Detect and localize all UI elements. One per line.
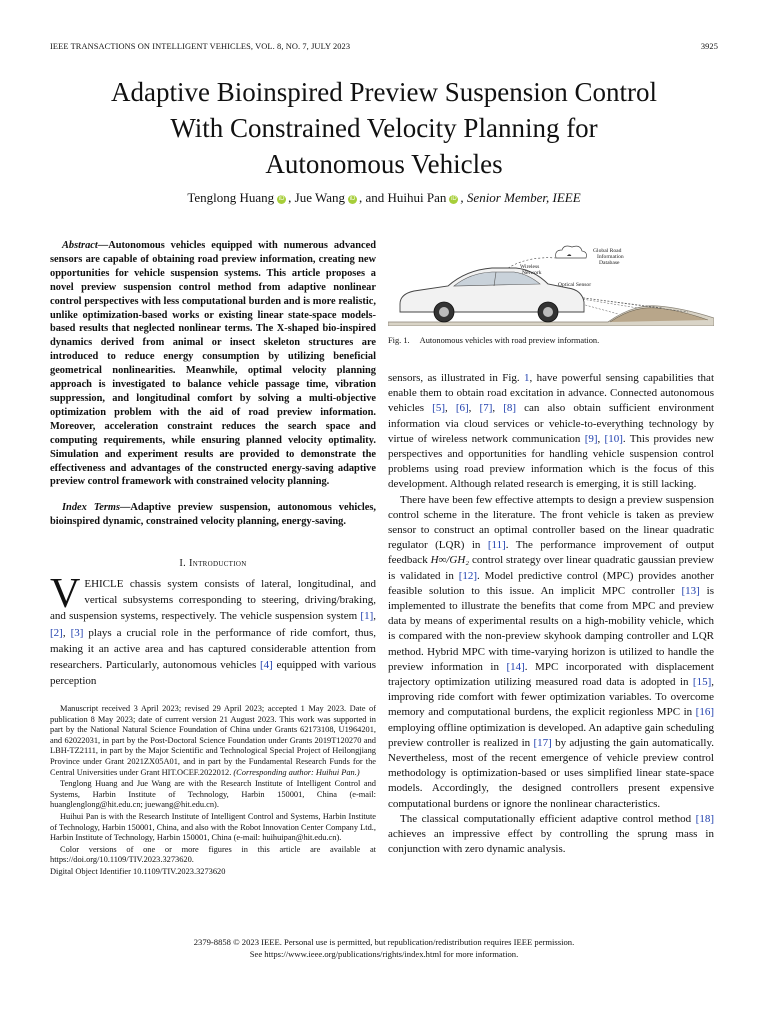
paper-title [40, 74, 728, 182]
citation-link[interactable]: [9] [584, 432, 598, 445]
citation-link[interactable]: [12] [458, 569, 478, 582]
label-global-road: Global Road [593, 248, 622, 254]
label-optical-sensor: Optical Sensor [558, 282, 592, 288]
body-text: . This provides new perspectives and opportunities for handling vehicle suspension control problems using road preview information which is the focus of this development. Although related research is emerging, it is still lacking. [388, 432, 714, 491]
citation-link[interactable]: [4] [259, 659, 273, 672]
body-text: EHICLE chassis system consists of lateral, longitudinal, and vertical subsystems corresponding to steering, driving/braking, and suspension systems, respectively. The vehicle suspension system [50, 578, 376, 623]
index-terms-label: Index Terms [62, 502, 121, 513]
index-terms [50, 501, 376, 529]
copyright-line-1: 2379-8858 © 2023 IEEE. Personal use is permitted, but republication/redistribution requires IEEE permission. [193, 937, 575, 947]
body-text: . MPC incorporated with displacement trajectory optimization utilizing measured road data is adopted in [388, 660, 714, 689]
svg-text:☁: ☁ [566, 252, 572, 258]
footnote-doi: Digital Object Identifier 10.1109/TIV.2023.3273620 [50, 866, 226, 876]
drop-cap: V [50, 571, 81, 617]
body-text: employing offline optimization is developed. An adaptive gain scheduling preview controller is realized in [388, 721, 714, 749]
body-text: , improving ride comfort with fewer optimization variables. To overcome memory and computational burdens, the explicit regionless MPC in [388, 676, 714, 719]
paragraph [388, 493, 714, 812]
author-separator: , and [359, 190, 388, 205]
footnote-text: Manuscript received 3 April 2023; revised 29 April 2023; accepted 1 May 2023. Date of publication 8 May 2023; date of current version 21 August 2023. This work was supported in part by the National Natural Science Foundation of China under Grants 62173108, U1964201, and 62022031, in part by the Post-Doctoral Science Foundation under Grants 2019T120270 and LBH-TZ2111, in part by the Major Scientific and Technological Special Project of Heilongjiang Province under Grant 2021ZX05A01, and in part by the Fundamental Research Funds for the Central Universities under Grant HIT.OCEF.2022012. [50, 704, 376, 777]
author-separator: , [288, 190, 295, 205]
running-header: IEEE TRANSACTIONS ON INTELLIGENT VEHICLES, VOL. 8, NO. 7, JULY 2023 [50, 42, 351, 51]
footnotes [50, 704, 376, 879]
citation-link[interactable]: [11] [487, 539, 506, 552]
author-1: Tenglong Huang [187, 190, 275, 205]
paragraph: sensors, as illustrated in Fig. 1, have powerful sensing capabilities that enable them to obtain road excitation in advance. Connected autonomous vehicles [5], [6], [7], [8] can also obtain sufficient environment information via cloud services or vehicle-to-everything technology by virtue of wireless network communication [9], [10]. This provides new perspectives and opportunities for handling vehicle suspension control problems using road preview information which is the focus of this development. Although related research is emerging, it is still lacking. [388, 372, 715, 491]
body-text: . Model predictive control (MPC) provides another feasible solution to this issue. An implicit MPC controller [388, 569, 714, 597]
index-terms-text: —Adaptive preview suspension, autonomous vehicles, bioinspired dynamic, constrained velocity planning, energy-saving. [50, 502, 376, 527]
body-text: equipped with various perception [50, 659, 376, 688]
figure-1-illustration [388, 244, 714, 326]
body-text: is implemented to illustrate the benefits that come from MPC and preview data by means of experimental results on a high-mobility vehicle, which is compared with the non-preview skyhook damping controller and LQR method. Hybrid MPC with time-varying horizon is utilized to handle the preview information in [388, 584, 714, 673]
footnote-color-versions: Color versions of one or more figures in this article are available at https://doi.org/10.1109/TIV.2023.3273620. [50, 844, 376, 865]
orcid-icon[interactable]: iD [278, 196, 285, 202]
citation-link[interactable]: [6] [455, 402, 469, 415]
body-text: by adjusting the gain automatically. Nevertheless, most of the recent emergence of vehicle preview control methodology is optimization-based or uses simplified linear state-space models. Accordingly, the designed controllers present expensive computational burdens or ignore the nonlinear characteristics. [388, 736, 714, 810]
citation-link[interactable]: [18] [695, 812, 714, 825]
citation-link[interactable]: [16] [695, 706, 714, 719]
citation-link[interactable]: [13] [681, 584, 700, 597]
math-expression: H∞/GH₂ [430, 554, 470, 567]
right-column-text [388, 371, 714, 858]
abstract-text: —Autonomous vehicles equipped with numerous advanced sensors are capable of obtaining road preview information, creating new opportunities for vehicle suspension systems. This article proposes a novel preview suspension control method from adaptive nonlinear control perspectives with less computational burden and is more realistic, unlike optimization-based works or existing linear state-space models-based results that neglected nonlinear terms. The X-shaped bio-inspired dynamics derived from animal or insect skeleton structures are introduced to reduce energy consumption by utilizing beneficial geometrical nonlinearities. Meanwhile, optimal velocity planning approach is investigated to balance vehicle passage time, vibration suppression, and longitudinal comfort by solving a multi-objective optimization problem with the aid of road preview information. Moreover, acceleration constraint reduces the search space and computing requirements, while ensuring planned velocity optimality. Simulation and experiment results are provided to demonstrate the effectiveness and advantages of the constructed energy-saving adaptive preview control framework with constrained velocity planning. [50, 240, 376, 488]
citation-link[interactable]: [7] [479, 402, 493, 415]
paragraph [388, 812, 714, 858]
citation-link[interactable]: [1] [360, 610, 374, 623]
label-database: Database [599, 260, 620, 266]
label-information: Information [597, 254, 624, 260]
figure-label: Fig. 1. [388, 336, 410, 345]
citation-link[interactable]: [2] [50, 626, 63, 639]
figure-caption [388, 336, 714, 345]
body-text: , have powerful sensing capabilities that enable them to obtain road excitation in advance. Connected autonomous vehicles [388, 372, 714, 415]
body-text: sensors, as illustrated in Fig. [388, 372, 524, 384]
label-network: Network [522, 270, 542, 276]
label-wireless: Wireless [520, 264, 540, 270]
figure-link[interactable]: 1 [523, 372, 530, 384]
author-list [40, 189, 728, 207]
citation-link[interactable]: [10] [604, 432, 623, 445]
body-text: can also obtain sufficient environment information via cloud services or vehicle-to-everything technology by virtue of wireless network communication [388, 402, 715, 445]
footnote-affiliation-1: Tenglong Huang and Jue Wang are with the Research Institute of Intelligent Control and Systems, Harbin Institute of Technology, Harbin 150001, China (e-mail: huanglenglong@hit.edu.cn; juewang@hit.edu.cn). [50, 779, 376, 810]
body-text: The classical computationally efficient adaptive control method [400, 812, 696, 825]
copyright-notice [40, 937, 728, 960]
footnote-affiliation-2: Huihui Pan is with the Research Institute of Intelligent Control and Systems, Harbin Institute of Technology, Harbin 150001, China, and also with the Robot Innovation Center Company Ltd., Harbin Institute of Technology, Harbin 150001, China (e-mail: huihuipan@hit.edu.cn). [50, 811, 376, 843]
body-text: . The performance improvement of output feedback [388, 539, 715, 567]
abstract [50, 239, 376, 489]
citation-link[interactable]: [14] [506, 660, 525, 673]
figure-caption-text: Autonomous vehicles with road preview information. [419, 336, 600, 345]
introduction-text: VEHICLE chassis system consists of lateral, longitudinal, and vertical subsystems corresponding to steering, driving/braking, and suspension systems, respectively. The vehicle suspension system [1], [2], [3] plays a crucial role in the performance of ride comfort, thus, making it an active area and has captured considerable attention from researchers. Particularly, autonomous vehicles [4] equipped with various perception [50, 571, 376, 688]
corresponding-author-note: (Corresponding author: Huihui Pan.) [233, 767, 360, 777]
citation-link[interactable]: [5] [432, 402, 445, 415]
orcid-icon[interactable]: iD [451, 196, 457, 202]
citation-link[interactable]: [3] [70, 626, 84, 639]
author-membership: , Senior Member, IEEE [460, 190, 581, 205]
section-number: I. [179, 558, 187, 569]
title-line-2: With Constrained Velocity Planning for [170, 113, 598, 143]
citation-link[interactable]: [15] [692, 676, 712, 689]
title-line-1: Adaptive Bioinspired Preview Suspension Control [111, 77, 657, 107]
body-text: achieves an impressive effect by controlling the sprung mass in conjunction with zero dynamic analysis. [388, 828, 714, 856]
author-3: Huihui Pan [387, 190, 447, 205]
section-heading [50, 558, 376, 569]
orcid-icon[interactable]: iD [349, 196, 356, 202]
copyright-line-2: See https://www.ieee.org/publications/rights/index.html for more information. [249, 948, 519, 959]
title-line-3: Autonomous Vehicles [265, 149, 503, 179]
body-text: plays a crucial role in the performance of ride comfort, thus, making it an active area and has captured considerable attention from researchers. Particularly, autonomous vehicles [50, 626, 376, 672]
body-text: There have been few effective attempts to design a preview suspension control scheme in the literature. The front vehicle is taken as preview sensor to construct an optimal controller based on the linear quadratic regulator (LQR) in [388, 493, 714, 552]
citation-link[interactable]: [8] [503, 402, 517, 415]
abstract-label: Abstract [62, 240, 98, 251]
body-text: control strategy over linear quadratic gaussian preview is validated in [388, 554, 714, 582]
citation-link[interactable]: [17] [533, 736, 552, 749]
page-number: 3925 [700, 42, 718, 51]
author-2: Jue Wang [294, 190, 346, 205]
section-title: Introduction [188, 558, 247, 569]
footnote-manuscript [50, 704, 376, 778]
